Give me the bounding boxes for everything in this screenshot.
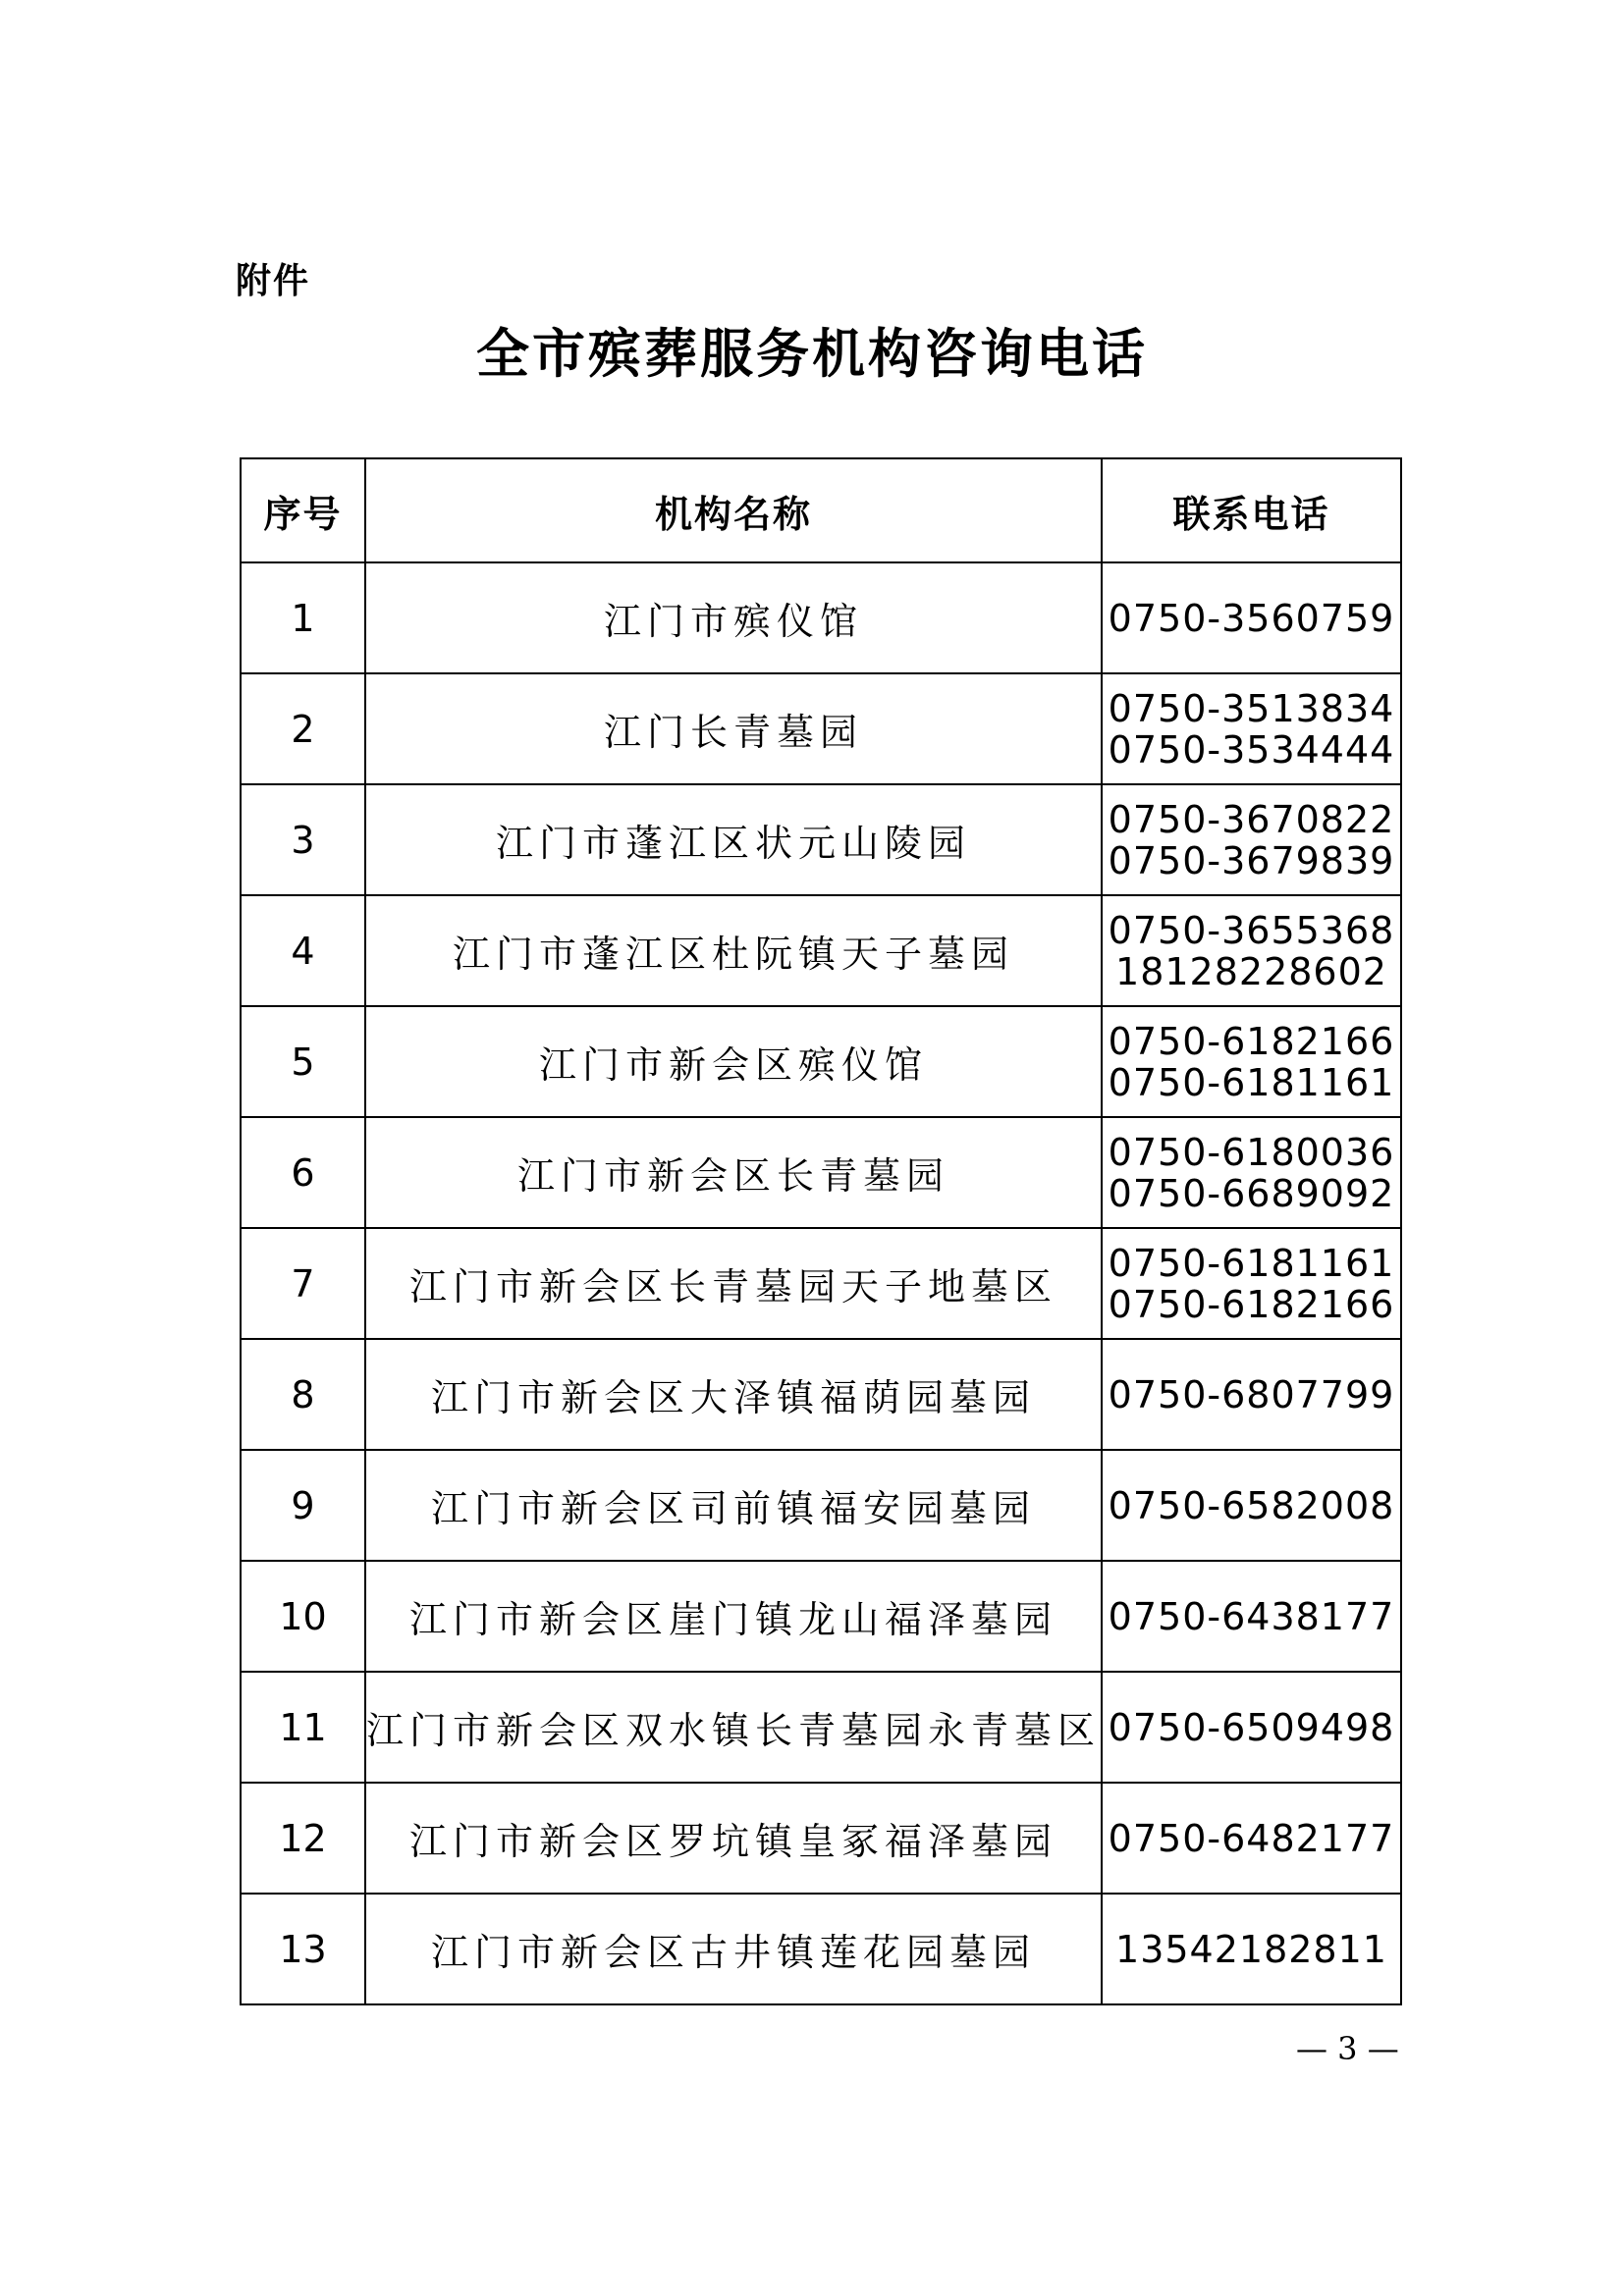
table-row (241, 1006, 1401, 1117)
table-body (241, 562, 1401, 2004)
table-row (241, 1228, 1401, 1339)
phone-number: 0750-3670822 (1108, 797, 1395, 841)
phone-number: 0750-3679839 (1108, 838, 1395, 882)
institution-name: 江门市新会区双水镇长青墓园永青墓区 (365, 1672, 1102, 1783)
row-index: 1 (241, 562, 365, 673)
phone-cell (1102, 895, 1401, 1006)
phone-number: 18128228602 (1115, 949, 1387, 993)
phone-cell (1102, 1672, 1401, 1783)
table-row (241, 784, 1401, 895)
document-title: 全市殡葬服务机构咨询电话 (476, 322, 1148, 385)
phone-number: 0750-6582008 (1108, 1483, 1395, 1527)
phone-cell (1102, 673, 1401, 784)
phone-cell (1102, 1561, 1401, 1672)
page-number: — 3 — (1296, 2030, 1399, 2067)
institution-name: 江门市新会区崖门镇龙山福泽墓园 (365, 1561, 1102, 1672)
phone-cell (1102, 562, 1401, 673)
phone-number: 0750-3534444 (1108, 727, 1395, 772)
table-row (241, 1339, 1401, 1450)
table-row (241, 1783, 1401, 1894)
institution-name: 江门市蓬江区状元山陵园 (365, 784, 1102, 895)
row-index: 7 (241, 1228, 365, 1339)
phone-number: 0750-3513834 (1108, 686, 1395, 730)
row-index: 4 (241, 895, 365, 1006)
header-row (241, 458, 1401, 562)
row-index: 3 (241, 784, 365, 895)
header-index: 序号 (241, 458, 365, 562)
table-row (241, 1117, 1401, 1228)
table-row (241, 1894, 1401, 2004)
phone-cell (1102, 1006, 1401, 1117)
phone-number: 0750-6181161 (1108, 1060, 1395, 1104)
table-row (241, 1450, 1401, 1561)
phone-number: 0750-6807799 (1108, 1372, 1395, 1416)
institution-name: 江门市新会区殡仪馆 (365, 1006, 1102, 1117)
row-index: 11 (241, 1672, 365, 1783)
phone-cell (1102, 1339, 1401, 1450)
table-row (241, 673, 1401, 784)
row-index: 13 (241, 1894, 365, 2004)
phone-cell (1102, 1894, 1401, 2004)
row-index: 6 (241, 1117, 365, 1228)
phone-cell (1102, 1450, 1401, 1561)
phone-number: 0750-6482177 (1108, 1816, 1395, 1860)
row-index: 10 (241, 1561, 365, 1672)
table-row (241, 895, 1401, 1006)
row-index: 12 (241, 1783, 365, 1894)
row-index: 2 (241, 673, 365, 784)
table-row (241, 1561, 1401, 1672)
institution-name: 江门市新会区古井镇莲花园墓园 (365, 1894, 1102, 2004)
institution-name: 江门市新会区罗坑镇皇冢福泽墓园 (365, 1783, 1102, 1894)
phone-number: 0750-6182166 (1108, 1282, 1395, 1326)
phone-number: 0750-6181161 (1108, 1241, 1395, 1285)
row-index: 9 (241, 1450, 365, 1561)
phone-number: 13542182811 (1115, 1927, 1387, 1971)
phone-number: 0750-6689092 (1108, 1171, 1395, 1215)
institution-name: 江门长青墓园 (365, 673, 1102, 784)
institution-name: 江门市新会区大泽镇福荫园墓园 (365, 1339, 1102, 1450)
phone-number: 0750-6180036 (1108, 1130, 1395, 1174)
phone-cell (1102, 1783, 1401, 1894)
institution-name: 江门市新会区司前镇福安园墓园 (365, 1450, 1102, 1561)
phone-cell (1102, 1228, 1401, 1339)
table-row (241, 562, 1401, 673)
phone-number: 0750-3655368 (1108, 908, 1395, 952)
phone-number: 0750-6182166 (1108, 1019, 1395, 1063)
contact-table (240, 457, 1402, 2005)
phone-cell (1102, 1117, 1401, 1228)
institution-name: 江门市新会区长青墓园天子地墓区 (365, 1228, 1102, 1339)
institution-name: 江门市蓬江区杜阮镇天子墓园 (365, 895, 1102, 1006)
phone-number: 0750-3560759 (1108, 596, 1395, 640)
phone-number: 0750-6509498 (1108, 1705, 1395, 1749)
row-index: 8 (241, 1339, 365, 1450)
header-name: 机构名称 (365, 458, 1102, 562)
table-header (241, 458, 1401, 562)
institution-name: 江门市殡仪馆 (365, 562, 1102, 673)
institution-name: 江门市新会区长青墓园 (365, 1117, 1102, 1228)
header-phone: 联系电话 (1102, 458, 1401, 562)
row-index: 5 (241, 1006, 365, 1117)
table-row (241, 1672, 1401, 1783)
attachment-label: 附件 (236, 261, 311, 301)
phone-number: 0750-6438177 (1108, 1594, 1395, 1638)
phone-cell (1102, 784, 1401, 895)
